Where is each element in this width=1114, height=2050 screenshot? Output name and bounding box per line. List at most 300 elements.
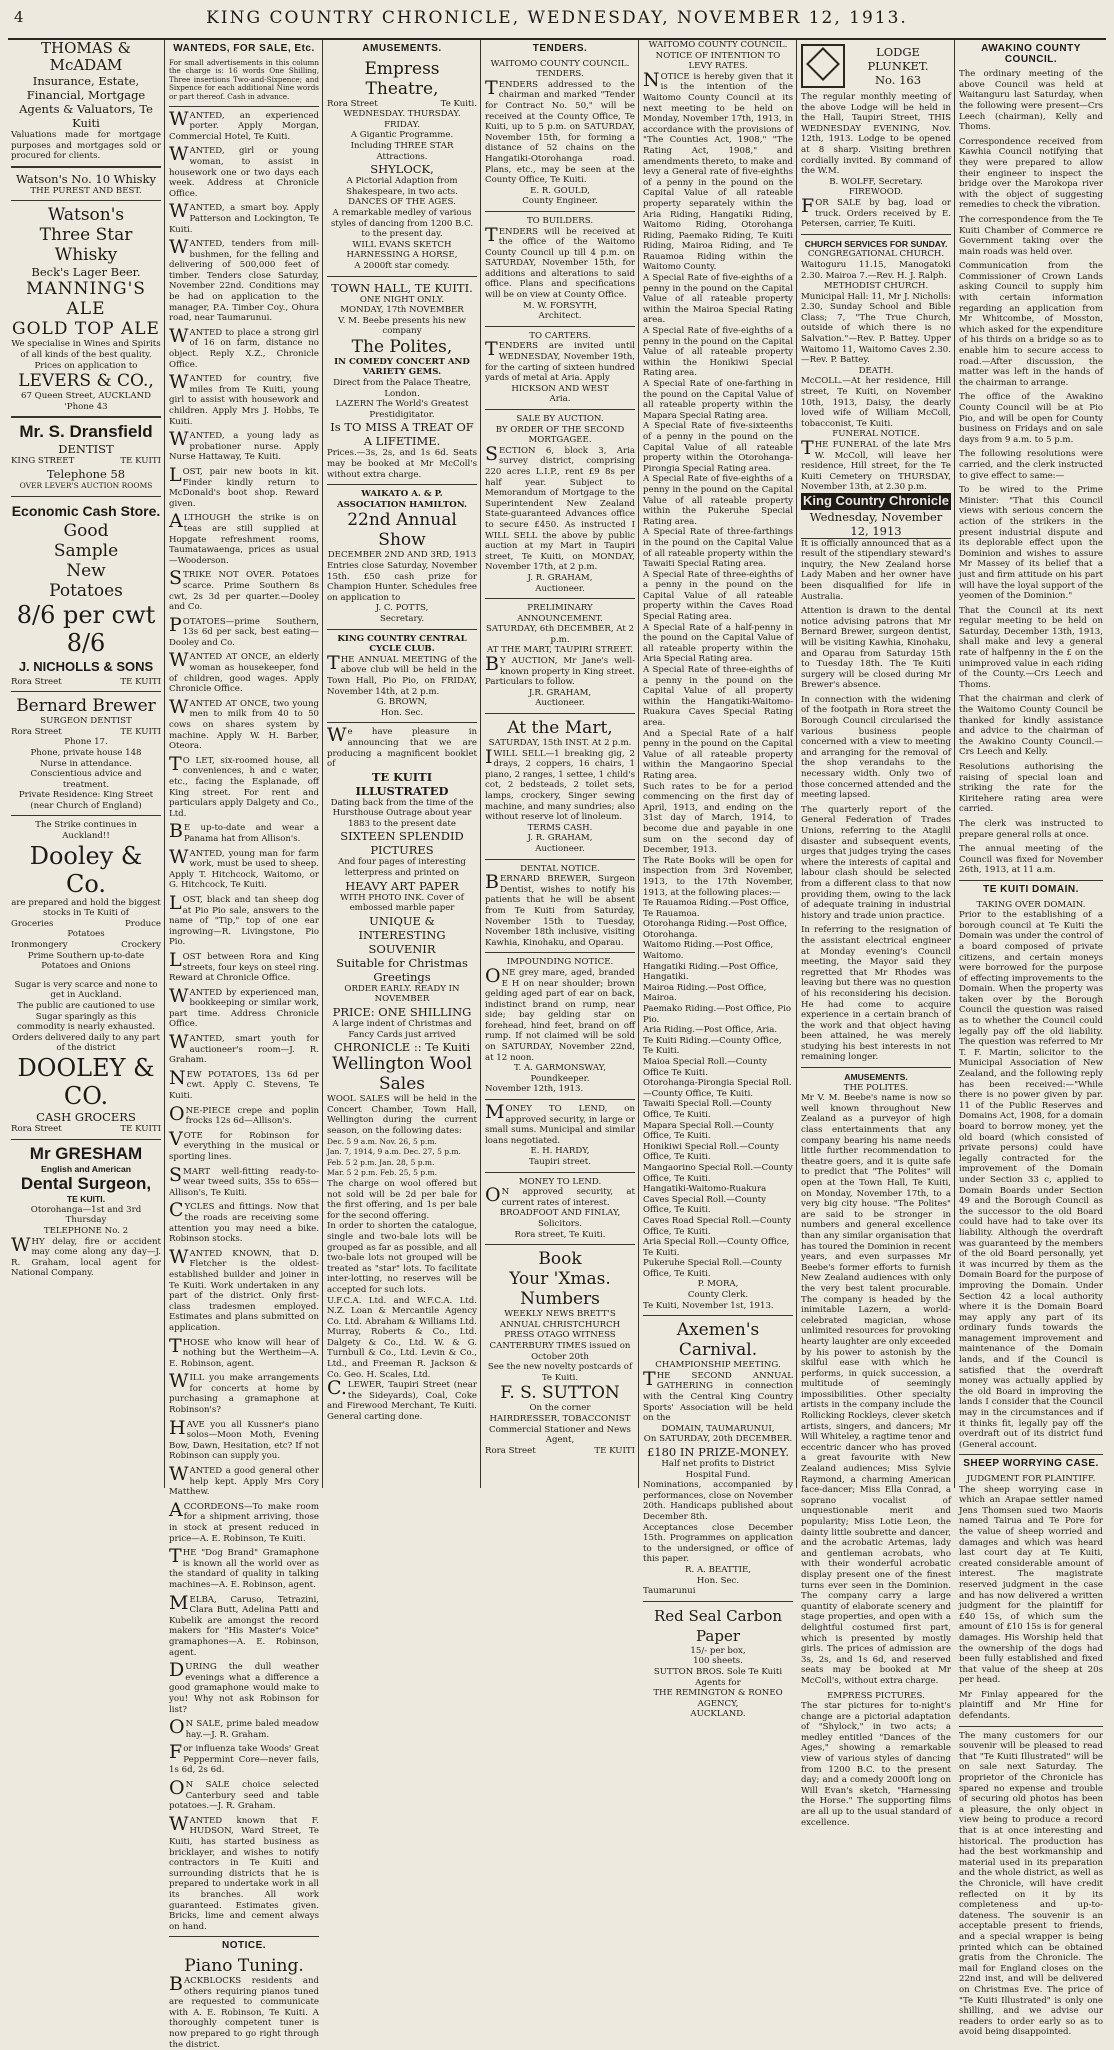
shylock-text: A Pictorial Adaption from Shakespeare, in two acts.	[346, 176, 458, 197]
divider	[11, 166, 161, 168]
classified-ad: POTATOES—prime Southern, 13s 6d per sack, best eating—Dooley and Co.	[169, 613, 319, 648]
levers-address: 67 Queen Street, AUCKLAND	[21, 391, 151, 402]
carnival-text: THE SECOND ANNUAL GATHERING in connection with the Central King Country Sports' Association will be held on the	[643, 1367, 793, 1424]
wool-shorten: In order to shorten the catalogue, single and two-bale lots will be grouped as far as possible, and all two-bale lots not grouped will be treated as "star" lots. To facilitate inter-lotting, no reserves will be accepted for such lots.	[327, 1221, 477, 1295]
methodist-text: Municipal Hall: 11, Mr J. Nicholls: 2.30, Sunday School and Bible Class; 7, "The True Church, outside of which there is no Salvation."—Rev. P. Battey. Upper Waitomo 11, Waitomo Caves 2.30.—Rev. P. Battey.	[801, 291, 951, 366]
place-item: Pukeruhe Special Roll.—County Office, Te Kuiti.	[643, 1258, 782, 1279]
divider	[169, 106, 319, 107]
beattie-title: Hon. Sec.	[696, 1575, 740, 1586]
graham-title: Auctioneer.	[535, 583, 585, 594]
rates-period: Such rates to be for a period commencing on the first day of April, 1913, and ending on the 31st day of March, 1914, to become due and payable in one sum on the second day of December, 1913.	[643, 781, 793, 856]
dooley-name: Dooley & Co.	[29, 841, 143, 898]
divider	[327, 629, 477, 630]
column-7	[956, 40, 1106, 2038]
sutton-name: F. S. SUTTON	[500, 1383, 620, 1404]
inspection-places	[643, 898, 793, 1279]
divider	[11, 691, 161, 692]
monday-date: MONDAY, 17th NOVEMBER	[340, 305, 464, 316]
theatre-programme: A Gigantic Programme.	[350, 130, 454, 141]
lazern: LAZERN The World's Greatest Prestidigitator.	[335, 399, 469, 420]
store-potatoes: Potatoes	[49, 580, 123, 601]
place-item: Aria Special Roll.—County Office, Te Kuiti.	[643, 1237, 790, 1258]
dooley-text: are prepared and hold the biggest stocks in Te Kuiti of	[11, 897, 161, 919]
classified-ad: WILL you make arrangements for concerts at home by purchasing a gramaphone at Robinson's?	[169, 1370, 319, 1416]
classified-ad: WANTED, young man for farm work, must be used to sheep. Apply T. Hitchcock, Waitomo, or G. Hitchcock, Te Kuiti.	[169, 845, 319, 891]
piano-heading: Piano Tuning.	[184, 1955, 304, 1976]
brewer-address: Rora Street TE KUITI	[11, 726, 161, 737]
whisky-sub: THE PUREST AND BEST.	[30, 185, 142, 196]
tenders-sub: TENDERS.	[536, 69, 584, 80]
rate-item: A Special Rate of five-eighths of a penny in the pound on the Capital Value of all rateable property within the Mairoa Special Rating area.	[643, 273, 793, 326]
congregational-heading: CONGREGATIONAL CHURCH.	[807, 249, 945, 260]
builders-heading: TO BUILDERS.	[526, 215, 594, 226]
rate-item: A Special Rate of five-eighths of a penny in the pound on the Capital Value of all rateable property within the Honikiwi Special Rating area.	[643, 326, 793, 379]
booklet-unique: UNIQUE & INTERESTING SOUVENIR	[358, 913, 446, 956]
death-heading: DEATH.	[858, 365, 894, 376]
prelim-heading: PRELIMINARY ANNOUNCEMENT.	[517, 603, 603, 624]
divider	[485, 326, 635, 327]
classified-ad: For influenza take Woods' Great Peppermint Core—never fails, 1s 6d, 2s 6d.	[169, 1741, 319, 1776]
editorial-para: The quarterly report of the General Federation of Trades Unions, referring to the Ataglil disaster and subsequent events, urges that judges trying the cases where the interests of capital and labour clash should be selected from a different class to that now providing them, owing to the lack of adequate training in industrial history and trade union practice.	[801, 804, 951, 921]
polites-prices: Prices.—3s, 2s, and 1s 6d. Seats may be booked at Mr McColl's without extra charge.	[327, 448, 477, 480]
carbon-sheets: 100 sheets.	[693, 1656, 743, 1667]
lewer-ad: C.LEWER, Taupiri Street (near the Sideyards), Coal, Coke and Firewood Merchant, Te Kuiti. General carting done.	[327, 1377, 477, 1423]
booklet-title: TE KUITI ILLUSTRATED	[355, 769, 449, 798]
whisky-heading: Watson's	[47, 205, 125, 226]
paper-banner: King Country Chronicle	[801, 493, 951, 510]
classified-ad: WANTED, tenders from mill-bushmen, for the felling and delivering of 500,000 feet of timber. Tenders close Saturday, November 22nd. Conditions may be had on application to the manager, P.A. Timber Coy., Ohura road, near Taumarunui.	[169, 236, 319, 324]
editorial-para: In referring to the resignation of the assistant electrical engineer at Monday evening's Council meeting, the Mayor said they regretted that Mr Rhodes was leaving but there was no question of his reconsidering his decision. He had come to acquire experience in a certain branch of the work and that object having been attained, he was merely studying his best interests in not remaining longer.	[801, 925, 951, 1063]
garmonsway-name: T. A. GARMONSWAY,	[514, 1063, 606, 1074]
money-text: MONEY TO LEND, on approved security, in large or small sums. Municipal and similar loans negotiated.	[485, 1101, 635, 1146]
divider	[11, 496, 161, 497]
classified-ad: WANTED, girl or young woman, to assist in housework one or two days each week. Address at Chronicle Office.	[169, 143, 319, 199]
miss-treat: Is TO MISS A TREAT OF A LIFETIME.	[330, 420, 474, 449]
place-item: Te Kuiti Riding.—County Office, Te Kuiti.	[643, 1035, 782, 1057]
brewer-name: Bernard Brewer	[16, 696, 156, 717]
classified-ad: ONE-PIECE crepe and poplin frocks 12s 6d—Allison's.	[169, 1102, 319, 1127]
dances-text: A remarkable medley of various styles of dancing from 1200 B.C. to the present day.	[330, 207, 474, 240]
stock-line-1: Groceries Produce	[11, 918, 161, 929]
store-sample: Sample	[53, 540, 119, 561]
firm-text: Valuations made for mortgage purposes and mortgages sold or procured for clients.	[11, 130, 161, 162]
rate-item: A Special Rate of five-eighths of a penny in the pound on the Capital Value of all rateable property within the Pukeruhe Special Rating area.	[643, 474, 793, 527]
piano-text: BACKBLOCKS residents and others requiring pianos tuned are requested to communicate with A. E. Robinson, Te Kuiti. A thoroughly competent tuner is now prepared to go right through the district.	[169, 1972, 319, 2050]
divider	[959, 1454, 1103, 1455]
carbon-price: 15/- per box,	[690, 1645, 746, 1656]
gresham-sub: English and American	[41, 1163, 131, 1174]
theatre-name: Empress Theatre,	[364, 58, 440, 99]
divider	[801, 1067, 951, 1068]
amusements-heading: AMUSEMENTS.	[844, 1072, 908, 1083]
graham-name-2: J.R. GRAHAM,	[528, 687, 592, 698]
awakino-para: To be wired to the Prime Minister: "That this Council views with serious concern the action of the strikers in the present industrial dispute and its deplorable effect upon the Dominion and wishes to assure Mr Massey of its belief that a just and firm attitude on his part will have the loyal support of the yeomen of the Dominion."	[959, 485, 1103, 602]
divider	[485, 211, 635, 212]
nicholls-address: Rora Street TE KUITI	[11, 676, 161, 687]
dentist-location: OVER LEVER'S AUCTION ROOMS	[19, 480, 153, 490]
ale-text: We specialise in Wines and Spirits of all kinds of the best quality.	[11, 339, 161, 360]
divider	[485, 713, 635, 714]
dentist-title: DENTIST	[58, 442, 114, 457]
forsyth-title: Architect.	[538, 311, 582, 322]
funeral-heading: FUNERAL NOTICE.	[832, 429, 920, 440]
classified-ad: NEW POTATOES, 13s 6d per cwt. Apply C. Stevens, Te Kuiti.	[169, 1066, 319, 1102]
classified-ad: WANTED KNOWN, that D. Fletcher is the oldest-established builder and joiner in Te Kuiti. Work undertaken in any part of the district. Only first-class tradesmen employed. Estimates and plans submitted on application.	[169, 1245, 319, 1333]
store-good: Good	[63, 520, 109, 541]
divider	[643, 1601, 793, 1602]
store-new: New	[66, 560, 106, 581]
graham-name: J. R. GRAHAM,	[527, 572, 593, 583]
souvenir-para: The many customers for our souvenir will be pleased to read that "Te Kuiti Illustrated" will be on sale next Saturday. The proprietor of the Chronicle has spared no expense and trouble of securing old photos has been a pleasure, the only object in view being to produce a record that is at once interesting and historical. The production has had the best workmanship and material used in its preparation and the whole district, as well as the Chronicle, will have credit reflected on it by its completeness and up-to-dateness. The souvenir is an acceptable present to friends, and a special wrapper is being printed which can be obtained gratis from the Chronicle. The mail for England closes on the 22nd inst, and will be delivered on Christmas Eve. The price of "Te Kuiti Illustrated" is only one shilling, and we advise our readers to order early so as to avoid being disappointed.	[959, 1730, 1103, 2038]
broadfoot-name: BROADFOOT AND FINLAY,	[499, 1208, 621, 1219]
gresham-name: Mr GRESHAM	[29, 1143, 143, 1163]
divider	[169, 1936, 319, 1937]
book-heading: Book	[538, 1249, 582, 1270]
firewood-text: FOR SALE by bag, load or truck. Orders received by E. Petersen, carrier, Te Kuiti.	[801, 194, 951, 230]
wanteds-heading: WANTEDS, FOR SALE, Etc.	[173, 43, 315, 54]
classified-ad: WANTED known that F. HUDSON, Ward Street, Te Kuiti, has started business as bricklayer, and wishes to notify contractors in Te Kuiti and surrounding districts that he is prepared to undertake work in all its branches. All work guaranteed. Estimates given. Bricks, lime and cement always on hand.	[169, 1812, 319, 1932]
divider	[327, 276, 477, 277]
dental-text: BERNARD BREWER, Surgeon Dentist, wishes to notify his patients that he will be absent from Te Kuiti from Saturday, November 15th to Tuesday, November 18th inclusive, visiting Kawhia, Kinohaku, and Oparau.	[485, 871, 635, 948]
jane-text: BY AUCTION, Mr Jane's well-known property in King street. Particulars to follow.	[485, 653, 635, 688]
awakino-para: Resolutions authorising the raising of special loan and striking the rate for the Kiritehere rating area were carried.	[959, 762, 1103, 815]
dentist-name: Mr. S. Dransfield	[19, 422, 153, 442]
remington: THE REMINGTON & RONEO AGENCY,	[653, 1688, 783, 1709]
notice-heading: NOTICE OF INTENTION TO LEVY RATES.	[655, 50, 781, 72]
wolff-name: B. WOLFF, Secretary.	[829, 176, 923, 187]
classified-ad: THE "Dog Brand" Gramaphone is known all the world over as the standard of quality in talking machines—A. E. Robinson, agent.	[169, 1545, 319, 1590]
whisky-ad: Watson's No. 10 Whisky	[16, 171, 156, 186]
classified-ad: HAVE you all Kussner's piano solos—Moon Moth, Evening Bow, Dawn, Hesitation, etc? If not Robinson can supply you.	[169, 1416, 319, 1462]
masthead	[0, 6, 1114, 36]
rate-item: A Special Rate of three-farthings in the pound on the Capital Value of all rateable property within the Tawaiti Special Rating area.	[643, 527, 793, 570]
awakino-para: The clerk was instructed to prepare general rolls at once.	[959, 818, 1103, 840]
polites-direct: Direct from the Palace Theatre, London.	[333, 378, 471, 399]
brewer-phone: Phone 17.	[64, 737, 108, 748]
classified-ad: MELBA, Caruso, Tetrazini, Clara Butt, Adelina Patti and Kubelik are amongst the record makers for "His Master's Voice" gramaphones—A. E. Robinson, agent.	[169, 1591, 319, 1658]
death-text: McCOLL.—At her residence, Hill street, Te Kuiti, on November 10th, 1913, Daisy, the dearly loved wife of William McColl, tobacconist, Te Kuiti.	[801, 376, 951, 429]
auction-heading: SALE BY AUCTION.	[516, 414, 604, 424]
stock-potatoes: Potatoes	[67, 929, 105, 940]
prelim-date: SATURDAY, 6th DECEMBER, At 2 p.m.	[485, 624, 635, 645]
auckland: AUCKLAND.	[690, 1709, 746, 1720]
prices-text: Prices on application to	[34, 360, 138, 371]
place-item: Mapara Special Roll.—County Office, Te Kuiti.	[643, 1120, 774, 1142]
booklet-suitable: Suitable for Christmas Greetings	[336, 955, 468, 984]
column-5	[640, 40, 796, 1720]
carnival-date: On SATURDAY, 20th DECEMBER.	[643, 1434, 793, 1445]
theatre-friday: FRIDAY.	[384, 119, 420, 130]
theatre-days: WEDNESDAY. THURSDAY.	[343, 109, 461, 120]
brown-title: Hon. Sec.	[380, 707, 424, 718]
rate-books: The Rate Books will be open for inspection from 3rd November, 1913, to the 17th November, 1913, at the following places:—	[643, 855, 793, 898]
divider	[485, 409, 635, 410]
classified-ad: CYCLES and fittings. Now that the roads are receiving some attention you may need a bike. Robinson stocks.	[169, 1199, 319, 1245]
dooley-name-2: DOOLEY & CO.	[17, 1053, 155, 1110]
lodge-name: LODGE PLUNKET.	[867, 45, 929, 73]
levers-phone: 'Phone 43	[64, 401, 108, 412]
gresham-telephone: TELEPHONE No. 2	[43, 1225, 129, 1236]
divider	[485, 598, 635, 599]
beattie-name: R. A. BEATTIE,	[685, 1564, 751, 1575]
lodge-text: The regular monthly meeting of the above Lodge will be held in the Hall, Taupiri Street, THIS WEDNESDAY EVENING, Nov. 12th, 1913. Lodge to be opened at 8 sharp. Visiting brethren cordially invited. By command of the W.M.	[801, 92, 951, 177]
sheep-para: Mr Finlay appeared for the plaintiff and Mr Hine for defendants.	[959, 1689, 1103, 1722]
awakino-heading: AWAKINO COUNTY COUNCIL.	[981, 43, 1081, 65]
firm-lines: Insurance, Estate, Financial, Mortgage Agents & Valuators, Te Kuiti	[19, 74, 153, 130]
place-item: Otorohanga-Pirongia Special Roll.—County Office, Te Kuiti.	[643, 1078, 792, 1099]
mora-title: County Clerk.	[687, 1290, 749, 1301]
classified-ad: WANTED, a smart boy. Apply Patterson and Lockington, Te Kuiti.	[169, 200, 319, 235]
graham-title-2: Auctioneer.	[535, 698, 585, 709]
show-title: 22nd Annual Show	[347, 510, 457, 551]
place-item: Paemako Riding.—Post Office, Pio Pio.	[643, 1004, 791, 1025]
hickson-name: HICKSON AND WEST	[511, 383, 609, 394]
divider	[485, 1172, 635, 1173]
divider	[485, 859, 635, 860]
classified-ad: WANTED to place a strong girl of 16 on farm, distance no object. Reply X.Z., Chronicle Office.	[169, 324, 319, 370]
awakino-para: The office of the Awakino County Council will be at Pio Pio, and will be open for County business on Fridays and on sale days from 9 a.m. to 5 p.m.	[959, 392, 1103, 445]
beebe-presents: V. M. Beebe presents his new company	[338, 315, 466, 337]
column-1	[8, 40, 164, 1488]
booklet-paper: HEAVY ART PAPER	[345, 878, 459, 893]
amusements-heading: AMUSEMENTS.	[362, 43, 442, 54]
cards-note: A large indent of Christmas and Fancy Cards just arrived	[332, 1019, 472, 1040]
wool-dates	[327, 1137, 477, 1179]
classified-ad: TO LET, six-roomed house, all conveniences, h and c water, etc., facing the Esplanade, off King street. For rent and particulars apply Dalgety and Co., Ltd.	[169, 752, 319, 819]
lodge-block	[845, 45, 951, 87]
brewer-nurse: Nurse in attendance.	[40, 758, 132, 769]
wool-firms: U.F.C.A. Ltd. and W.F.C.A. Ltd. N.Z. Loan & Mercantile Agency Co. Ltd. Abraham & Williams Ltd. Murray, Roberts & Co., Ltd. Dalgety & Co., Ltd. W. & G. Turnbull & Co., Ltd. Levin & Co., Ltd., and Freeman R. Jackson & Co. Geo. H. Scales, Ltd.	[327, 1295, 477, 1380]
mora-name: P. MORA,	[697, 1279, 739, 1290]
carnival-domain: DOMAIN, TAUMARUNUI,	[661, 1423, 775, 1434]
impound-text: ONE grey mare, aged, branded E H on near shoulder; brown gelding aged part of ear on back, indistinct brand on rump, near side; bay gelding star on forehead, hind feet, brand on off rump. If not claimed will be sold on SATURDAY, November 22nd, at 12 noon.	[485, 964, 635, 1063]
wool-title: Wellington Wool Sales	[332, 1054, 472, 1095]
column-6	[798, 40, 954, 1828]
carnival-town: Taumarunui	[643, 1586, 696, 1597]
insurance-ad: WHY delay, fire or accident may come along any day—J. R. Graham, local agent for National Company.	[11, 1233, 161, 1279]
firewood-heading: FIREWOOD.	[848, 187, 904, 198]
tender-text: TENDERS addressed to the chairman and marked "Tender for Contract No. 50," will be received at the County Office, Te Kuiti, up to 5 p.m. on SATURDAY, November 15th, for forming a distance of 52 chains on the Hangatiki-Otorohanga road. Plans, etc., may be seen at the County Office, Te Kuiti.	[485, 76, 635, 186]
domain-heading: TE KUITI DOMAIN.	[983, 883, 1079, 895]
polites-heading: THE POLITES.	[843, 1082, 909, 1093]
booklet-photo: WITH PHOTO INK. Cover of embossed marble paper	[340, 892, 464, 914]
classified-ad: WANTED AT ONCE, an elderly woman as housekeeper, fond of children, good wages. Apply Chronicle Office.	[169, 649, 319, 695]
sheep-sub: JUDGMENT FOR PLAINTIFF.	[966, 1474, 1096, 1484]
editorial-para: In connection with the widening of the footpath in Rora street the Borough Council circularised the various business people concerned with a view to meeting and arranging for the removal of the shop verandahs to the necessary width. Only two of those concerned attended and the meeting lapsed.	[801, 694, 951, 801]
carnival-acceptances: Acceptances close December 15th. Programmes on application to the undersigned, or office of this paper.	[643, 1522, 793, 1565]
classified-ad: WANTED, a young lady as probationer nurse. Apply Nurse Hattaway, Te Kuiti.	[169, 428, 319, 463]
classified-ad: LOST, black and tan sheep dog at Pio Pio sale, answers to the name of "Tip," top of one ear ingrowing—R. Livingstone, Pio Pio.	[169, 891, 319, 948]
page-number: 4	[14, 8, 24, 26]
dances-title: DANCES OF THE AGES.	[348, 197, 456, 208]
potts-title: Secretary.	[379, 613, 425, 624]
ale-heading: MANNING'S ALE	[26, 279, 146, 320]
masonic-emblem-icon	[801, 44, 845, 88]
carnival-nominations: Nominations, accompanied by performances, close on November 20th. Handicaps published about December 8th.	[643, 1480, 793, 1522]
church-heading: CHURCH SERVICES FOR SUNDAY.	[804, 238, 948, 249]
wool-date-row: Feb. 5 2 p.m. Jan. 28, 5 p.m.	[327, 1157, 435, 1167]
booklet-pictures: SIXTEEN SPLENDID PICTURES	[340, 829, 464, 858]
orders-note: Orders delivered daily to any part of the district	[12, 1032, 160, 1054]
stock-line-2: Ironmongery Crockery	[11, 940, 161, 951]
show-entries: Entries close Saturday, November 15th. £50 cash prize for Champion Hunter. Schedules free on application to	[327, 561, 477, 603]
rate-item: A Special Rate of three-eighths of a penny in the pound on the Capital Value of all rateable property within the Caves Road Special Rating area.	[643, 569, 793, 623]
hall-heading: TOWN HALL, TE KUITI.	[331, 280, 473, 295]
place-item: Otorohanga Riding.—Post Office, Otorohanga.	[643, 919, 788, 940]
polites-sub: IN COMEDY CONCERT AND VARIETY GEMS.	[334, 356, 470, 378]
notice-text: NOTICE is hereby given that it is the intention of the Waitomo County Council at its next meeting to be held on Monday, November 17th, 1913, in accordance with the provisions of "The Counties Act, 1908," "The Rating Act, 1908," and amendments thereto, to make and levy a General rate of five-eighths of a penny in the pound on the Capital Value of all rateable property separately within the Aria Riding, Hangatiki Riding, Waitomo Riding, Otorohanga Riding, Paemako Riding, Te Kuiti Riding, Mairoa Riding, and Te Rauamoa Riding within the Waitomo County.	[643, 68, 793, 273]
store-name: Economic Cash Store.	[11, 502, 161, 519]
gould-name: E. R. GOULD,	[530, 185, 590, 196]
place-item: Hangatiki-Waitomo-Ruakura Caves Special Roll.—County Office, Te Kuiti.	[643, 1184, 767, 1216]
divider	[11, 200, 161, 201]
divider	[485, 952, 635, 953]
rate-item: A Special Rate of one-farthing in the pound on the Capital Value of all rateable property within the Mapara Special Rating area.	[643, 379, 793, 421]
sutton-corner: On the corner	[529, 1403, 591, 1414]
editorial-para: It is officially announced that as a result of the stipendiary steward's inquiry, the New Zealand horse Lady Maben and her owner have been disqualified for life in Australia.	[801, 538, 951, 602]
xmas-heading: Your 'Xmas. Numbers	[509, 1269, 611, 1310]
classified-list	[169, 107, 319, 1933]
awakino-para: That the chairman and clerk of the Waitomo County Council be thanked for kindly assistance and advice to the chairman of the Awakino County Council.—Crs Leech and Kelly.	[959, 694, 1103, 758]
awakino-para: The ordinary meeting of the above Council was held at Waitanguru last Saturday, when the following were present—Crs Leech (chairman), Kelly and Thoms.	[959, 69, 1103, 133]
domain-para: Prior to the establishing of a borough council at Te Kuiti the Domain was under the control of a board composed of private citizens, and certain moneys were borrowed for the purpose of effecting improvements to the Domain. When the property was taken over by the Borough Council the question was raised as to whether the Council could legally pay off the old liability. The question was referred to Mr T. F. Martin, solicitor to the Municipal Association of New Zealand, and the following reply has been received:—"While there is no power given by par. 11 of the Public Reserves and Domains Act, 1908, for a domain board to borrow money, yet the old board (which consisted of private persons) could have legally contracted for the improvement of the Domain under Section 33 c, applied to Domain Boards under Section 49 and the Borough Council as the successor to the old Board could have had to take over its liability. Although the overdraft was guaranteed by the members of the old Board personally, yet it was incurred by them as the Domain Board for the purpose of improving the Domain. Under Section 42 a local authority where it is the Domain Board may apply any part of its ordinary funds towards the management improvement and maintenance of the Domain lands, and if the Council is satisfied that the overdraft money was actually applied by the old Board in improving the lands I consider that the Council may in the circumstances and if it thinks fit, legally pay off the overdraft out of its district fund (General account.	[959, 910, 1103, 1450]
classified-ad: WANTED, smart youth for auctioneer's room—J. R. Graham.	[169, 1031, 319, 1066]
methodist-heading: METHODIST CHURCH.	[823, 281, 929, 292]
graham-name-3: J. R. GRAHAM,	[527, 833, 593, 844]
rate-item: A Special Rate of a half-penny in the pound on the Capital Value of all rateable property within the Aria Special Rating area.	[643, 622, 793, 665]
strike-notice: The Strike continues in Auckland!!	[35, 820, 137, 842]
carnival-sub: CHAMPIONSHIP MEETING.	[655, 1360, 781, 1371]
awakino-para: That the Council at its next regular meeting to be held on Saturday, December 13th, 1913, shall make and levy a general rate of halfpenny in the £ on the unimproved value in each riding of the County.—Crs Leech and Thoms.	[959, 605, 1103, 690]
classified-ad: WANTED for country, five miles from Te Kuiti, young girl to assist with housework and children. Apply Mrs J. Hobbs, Te Kuiti.	[169, 371, 319, 427]
editorial-para: Attention is drawn to the dental notice advising patrons that Mr Bernard Brewer, surgeon dentist, will be visiting Kawhia, Kinohaku, and Oparau from Saturday 15th to Tuesday 18th. The Te Kuiti surgery will be closed during Mr Brewer's absence.	[801, 606, 951, 691]
awakino-para: The annual meeting of the Council was fixed for November 26th, 1913, at 11 a.m.	[959, 844, 1103, 876]
mortgagee: BY ORDER OF THE SECOND MORTGAGEE.	[495, 424, 625, 446]
awakino-para: The following resolutions were carried, and the clerk instructed to give effect to same:—	[959, 449, 1103, 481]
divider	[959, 1726, 1103, 1727]
column-divider	[796, 40, 797, 1488]
wool-date-row: Jan. 7, 1914, 9 a.m. Dec. 27, 5 p.m.	[327, 1147, 461, 1157]
gould-title: County Engineer.	[522, 196, 598, 207]
place-item: Caves Road Special Roll.—County Office, Te Kuiti.	[643, 1215, 792, 1237]
section-text: SECTION 6, block 3, Aria survey district, comprising 220 acres L.I.P., rent £9 8s per half year. Subject to Memorandum of Mortgage to the Superintendent New Zealand State-guaranteed Advances office to secure £450. As instructed I WILL SELL the above by public auction at my Mart in Taupiri street, Te Kuiti, on MONDAY, November 17th, at 2 p.m.	[485, 442, 635, 573]
column-2	[166, 40, 322, 2050]
carnival-prize: £180 IN PRIZE-MONEY.	[646, 1445, 790, 1459]
classified-ad: STRIKE NOT OVER. Potatoes scarce. Prime Southern 8s cwt, 2s 3d per quarter.—Dooley and Co.	[169, 567, 319, 613]
sugar-note: Sugar is very scarce and none to get in Auckland.	[14, 979, 158, 1001]
ap-association: WAIKATO A. & P. ASSOCIATION HAMILTON.	[336, 489, 468, 510]
polites-title: The Polites,	[351, 336, 453, 357]
hickson-place: Aria.	[549, 394, 571, 405]
rate-item: A Special Rate of three-eighths of a penny in the pound on the Capital Value of all property within the Hangatiki-Waitomo-Ruakura Caves Special Rating area.	[643, 665, 793, 728]
willsell-text: IWILL SELL—1 breaking gig, 2 drays, 2 coppers, 16 chairs, 1 piano, 2 ranges, 1 settee, 1 child's cot, 2 bedsteads, 2 toilet sets, lamps, crockery, Singer sewing machine, and many sundries; also without reserve lot of linoleum.	[485, 745, 635, 823]
column-divider	[322, 40, 323, 1488]
mart-date: SATURDAY, 15th INST. At 2 p.m.	[488, 738, 632, 749]
chronicle-line: CHRONICLE :: Te Kuiti	[333, 1040, 471, 1055]
domain-sub: TAKING OVER DOMAIN.	[976, 899, 1086, 910]
wanteds-intro: For small advertisements in this column the charge is: 16 words One Shilling, Three insertions Two-and-Sixpence; and Sixpence for each additional Nine words or part thereof. Cash in advance.	[169, 57, 319, 101]
wool-date-row: Mar. 5 2 p.m. Feb. 25, 5 p.m.	[327, 1168, 438, 1178]
carbon-title: Red Seal Carbon Paper	[653, 1606, 783, 1645]
congregational-text: Waitoguru 11.15, Manogatoki 2.30. Mairoa 7.—Rev. H. J. Ralph.	[801, 259, 951, 281]
divider	[643, 1315, 793, 1316]
sheep-heading: SHEEP WORRYING CASE.	[963, 1458, 1099, 1470]
classified-ad: DURING the dull weather evenings what a difference a good gramaphone would make to you! Why not ask Robinson for list?	[169, 1659, 319, 1715]
carnival-profits: Half net profits to District Hospital Fund.	[661, 1459, 775, 1480]
funeral-text: THE FUNERAL of the late Mrs W. McColl, will leave her residence, Hill street, for the Te Kuiti Cemetery on THURSDAY, November 13th, at 2.30 p.m.	[801, 437, 951, 493]
nicholls-name: J. NICHOLLS & SONS	[18, 658, 154, 674]
levers-name: LEVERS & CO.,	[18, 371, 154, 392]
gresham-town: TE KUITI.	[66, 1194, 106, 1205]
place-item: Honikiwi Special Roll.—County Office, Te Kuiti.	[643, 1141, 779, 1163]
theatre-including: Including THREE STAR Attractions.	[350, 140, 454, 162]
divider	[327, 722, 477, 723]
prelim-mart: AT THE MART, TAUPIRI STREET.	[486, 645, 633, 656]
classified-ad: LOST between Rora and King streets, four keys on steel ring. Reward at Chronicle Office.	[169, 948, 319, 984]
dental-heading: DENTAL NOTICE.	[520, 863, 600, 874]
column-divider	[480, 40, 481, 1488]
empress-heading: EMPRESS PICTURES.	[827, 1690, 925, 1701]
rates-list	[643, 273, 793, 782]
divider	[11, 1139, 161, 1140]
brewer-private-phone: Phone, private house 148	[30, 747, 142, 758]
place-item: Tawaiti Special Roll.—County Office, Te Kuiti.	[643, 1099, 772, 1120]
classified-ad: WANTED AT ONCE, two young men to milk from 40 to 50 cows on shares system by machine. Apply W. H. Barber, Oteora.	[169, 695, 319, 752]
theatre-address: Rora Street Te Kuiti.	[327, 98, 477, 109]
column-4	[482, 40, 638, 1488]
sutton-trade: HAIRDRESSER, TOBACCONIST	[489, 1413, 631, 1424]
dentist-phone: Telephone 58	[46, 466, 126, 481]
evans-title: WILL EVANS SKETCH HARNESSING A HORSE,	[346, 239, 458, 261]
classified-ad: ALTHOUGH the strike is on teas are still supplied at Hopgate refreshment rooms, Taumatawaenga, prices as usual—Wooderson.	[169, 510, 319, 566]
divider	[327, 484, 477, 485]
awakino-para: Correspondence received from Kawhia Council notifying that they were prepared to allow their engineer to inspect the bridge over the Marokopa river with the object of suggesting remedies to check the vibration.	[959, 136, 1103, 211]
garmonsway-title: Poundkeeper.	[530, 1073, 590, 1084]
dentist-address: KING STREET TE KUITI	[11, 456, 161, 467]
postcards-note: See the new novelty postcards of Te Kuiti.	[487, 1362, 633, 1383]
place-item: Aria Riding.—Post Office, Aria.	[643, 1025, 778, 1036]
booklet-pages: And four pages of interesting letterpress and printed on	[338, 857, 466, 879]
amusements-para: Mr V. M. Beebe's name is now so well known throughout New Zealand as a purveyor of high class entertainments that any company bearing his name needs little further recommendation to theatre goers, and it is quite safe to predict that "The Polites" will open at the Town Hall, Te Kuiti, on Monday, November 17th, to a very big city house. "The Polites" are said to be stronger in numbers and general excellence than any similar organisation that has toured the Dominion in recent years, and even surpasses Mr Beebe's former efforts to furnish New Zealand audiences with only the very best talent procurable. The company is headed by the inimitable Lazern, a world-celebrated magician, whose unlimited resources for provoking hearty laughter are only exceeded by his power to astonish by the skilful ease with which he performs, in quick succession, a multitude of seemingly impossibilities. Other specialty artists in the company include the Rollicking Rockleys, clever sketch artists, singers, and dancers; Mr Will Whiteley, a ragtime tenor and eccentric dancer who has proved a great favourite with New Zealand audiences; Miss Sylvie Raymond, a charming American face-dancer; Miss Ella Conrad, a soprano vocalist of unquestionable merit and popularity; Miss Lotie Leon, the dainty little soubrette and dancer, and the acrobatic Artemas, lady and gentleman acrobats, who with their wonderful acrobatic display present one of the finest turns ever seen in the Dominion. The company carry a large quantity of elaborate scenery and stage properties, and open with a delightful costumed first part, which is presented by mostly girls. The prices of admission are 3s, 2s, and 1s 6d, and reserved seats may be booked at Mr McColl's, without extra charge.	[801, 1093, 951, 1686]
page-title: KING COUNTRY CHRONICLE, WEDNESDAY, NOVEMBER 12, 1913.	[206, 8, 908, 28]
place-item: Hangatiki Riding.—Post Office, Hangatiki.	[643, 961, 779, 983]
column-divider	[164, 40, 165, 1488]
tenders-heading: TENDERS.	[532, 43, 588, 54]
beer-ad: Beck's Lager Beer.	[31, 265, 141, 280]
gresham-dental: Dental Surgeon,	[20, 1174, 152, 1194]
carnival-title: Axemen's Carnival.	[676, 1320, 760, 1361]
place-item: Mangaorino Special Roll.—County Office, Te Kuiti.	[643, 1162, 793, 1184]
potts-name: J. C. POTTS,	[375, 603, 429, 614]
rate-item: And a Special Rate of a half penny in the pound on the Capital Value of all rateable property within the Mangaorino Special Rating area.	[643, 728, 793, 781]
divider	[801, 234, 951, 235]
cash-grocers: CASH GROCERS	[36, 1109, 136, 1124]
carters-heading: TO CARTERS.	[529, 330, 591, 341]
dooley-address: Rora Street TE KUITI	[11, 1123, 161, 1134]
forsyth-name: M. W. FORSYTH,	[522, 300, 598, 311]
stock-prime: Prime Southern up-to-date Potatoes and Onions	[27, 950, 145, 972]
divider	[11, 815, 161, 816]
whisky-heading-2: Three Star Whisky	[39, 225, 133, 266]
lodge-number: No. 163	[874, 73, 922, 87]
classified-ad: WANTED a good general other help kept. Apply Mrs Cory Matthew.	[169, 1463, 319, 1498]
divider	[11, 416, 161, 418]
empress-para: The star pictures for to-night's change are a pictorial adaptation of "Shylock," in two acts; a medley entitled "Dances of the Ages," showing a remarkable view of various styles of dancing from 1200 B.C. to the present day; and a comedy 2000ft long on Will Evan's sketch, "Harnessing the Horse." The supporting films are all up to the usual standard of excellence.	[801, 1701, 951, 1828]
classified-ad: ACCORDEONS—To make room for a shipment arriving, those in stock at present reduced in price—A. E. Robinson, Te Kuiti.	[169, 1498, 319, 1544]
sheep-para: The sheep worrying case in which an Arapae settler named Jens Thomsen sued two Maoris named Tairua and Te Pore for the value of sheep worried and damages and which was heard last court day at Te Kuiti, created considerable amount of interest. The magistrate reserved judgment in the case and has now delivered a written judgment for the plaintiff for £40 15s, of which sum the amount of £10 15s is for general damages. His Worship held that the ownership of the dogs had been fully established and fixed that value of the sheep at 20s per head.	[959, 1484, 1103, 1686]
hardy-street: Taupiri street.	[529, 1157, 591, 1167]
cycle-club: KING COUNTRY CENTRAL CYCLE CLUB.	[337, 633, 467, 655]
